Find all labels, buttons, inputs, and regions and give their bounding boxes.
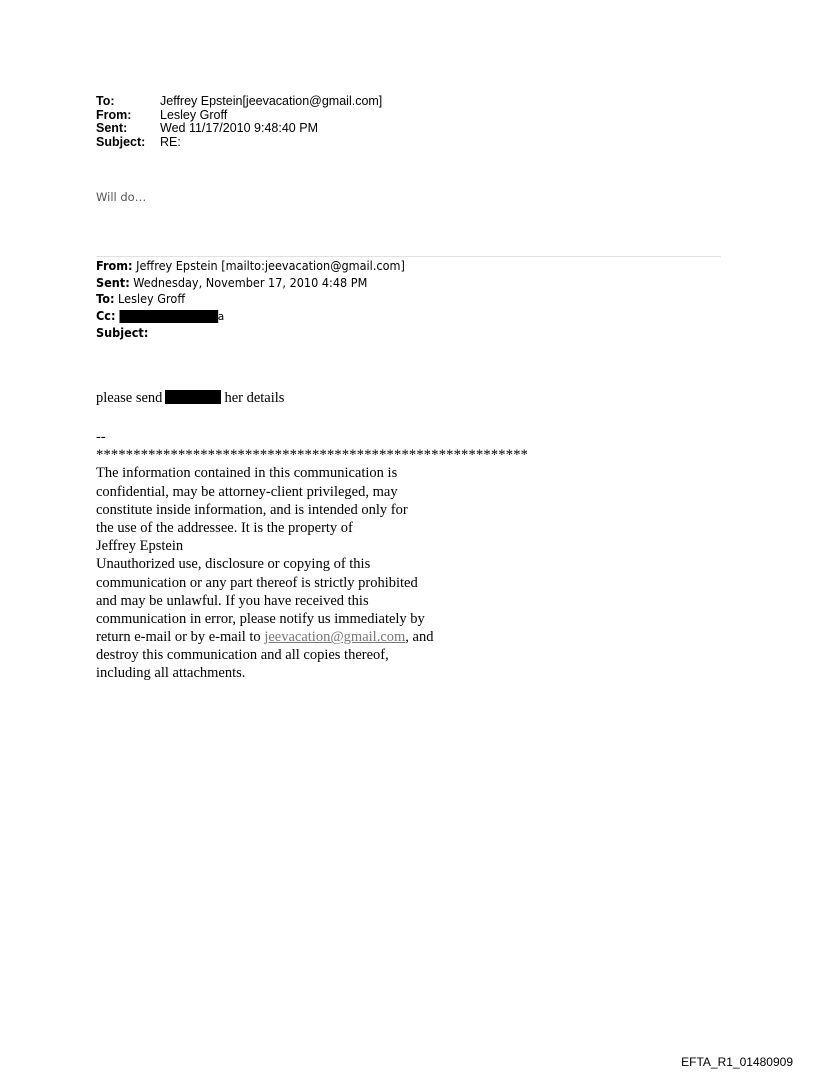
to-value: Jeffrey Epstein[jeevacation@gmail.com]: [160, 94, 383, 108]
header-to-row: [96, 95, 382, 109]
original-sent-value: Wednesday, November 17, 2010 4:48 PM: [133, 275, 368, 290]
from-label: From:: [96, 107, 132, 122]
original-from-row: [96, 258, 405, 275]
original-cc-row: [96, 308, 405, 326]
original-from-label: From:: [96, 259, 133, 273]
original-subject-row: [96, 325, 405, 342]
signature-line: the use of the addressee. It is the property of: [96, 519, 353, 536]
reply-body: Will do…: [96, 190, 147, 204]
signature-line: and may be unlawful. If you have received this: [96, 592, 369, 609]
subject-label: Subject:: [96, 134, 146, 149]
signature-line: destroy this communication and all copies thereof,: [96, 647, 389, 664]
original-to-value: Lesley Groff: [118, 292, 186, 306]
header-subject-row: [96, 136, 382, 150]
original-to-label: To:: [96, 292, 115, 306]
message-after-text: her details: [224, 390, 285, 406]
email-header: [96, 95, 382, 149]
cc-redaction-box: [119, 310, 218, 323]
signature-line: Jeffrey Epstein: [96, 538, 184, 555]
original-sent-row: [96, 275, 405, 292]
message-redaction-box: [165, 390, 221, 404]
signature-line: confidential, may be attorney-client privileged, may: [96, 483, 398, 500]
document-id-footer: EFTA_R1_01480909: [681, 1055, 793, 1069]
signature-return-suffix: , and: [405, 629, 434, 646]
original-to-row: [96, 291, 405, 308]
header-sent-row: [96, 122, 382, 136]
original-from-value: Jeffrey Epstein [mailto:jeevacation@gmail.com]: [136, 259, 405, 273]
signature-line: including all attachments.: [96, 665, 246, 682]
signature-line: Unauthorized use, disclosure or copying of this: [96, 556, 371, 573]
sent-value: Wed 11/17/2010 9:48:40 PM: [160, 121, 318, 135]
signature-line: communication in error, please notify us immediately by: [96, 610, 425, 627]
from-value: Lesley Groff: [160, 107, 228, 122]
confidentiality-signature: [96, 428, 528, 683]
original-sent-label: Sent:: [96, 275, 130, 290]
to-label: To:: [96, 94, 115, 108]
quoted-divider: [96, 256, 721, 257]
original-subject-label: Subject:: [96, 326, 149, 340]
signature-dashes: --: [96, 429, 106, 445]
message-before-text: please send: [96, 390, 163, 406]
signature-stars: **********************************************************: [96, 447, 529, 464]
original-cc-label: Cc:: [96, 308, 116, 323]
cc-tail-text: a: [217, 309, 225, 323]
sent-label: Sent:: [96, 121, 128, 135]
signature-email-link[interactable]: jeevacation@gmail.com: [264, 629, 406, 646]
signature-return-line: [96, 628, 528, 646]
original-message-header: [96, 258, 405, 342]
subject-value: RE:: [160, 134, 181, 149]
header-from-row: [96, 109, 382, 123]
signature-line: constitute inside information, and is intended only for: [96, 501, 408, 518]
signature-return-prefix: return e-mail or by e-mail to: [96, 629, 265, 646]
signature-line: The information contained in this communication is: [96, 465, 398, 482]
signature-line: communication or any part thereof is strictly prohibited: [96, 574, 418, 591]
message-body: [96, 390, 284, 407]
